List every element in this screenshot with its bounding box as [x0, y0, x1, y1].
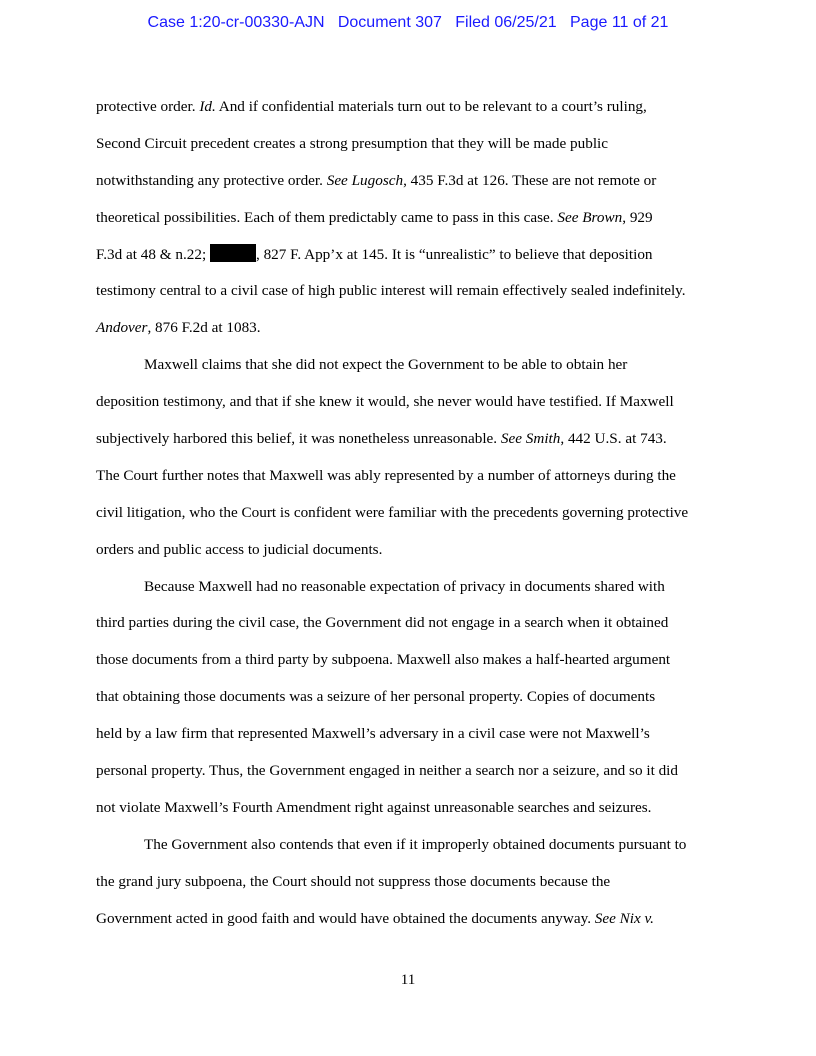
text-run: Maxwell claims that she did not expect the Government to be able to obtain her — [144, 356, 628, 374]
text-line — [96, 458, 720, 495]
text-run: held by a law firm that represented Maxwell’s adversary in a civil case were not Maxwell’s — [96, 725, 650, 743]
text-run: , 876 F.2d at 1083. — [147, 319, 261, 337]
text-line — [96, 605, 720, 642]
text-run: The Court further notes that Maxwell was ably represented by a number of attorneys during the — [96, 466, 676, 484]
text-run: The Government also contends that even if it improperly obtained documents pursuant to — [144, 835, 687, 853]
text-run: protective order. — [96, 98, 200, 115]
text-run: not violate Maxwell’s Fourth Amendment right against unreasonable searches and seizures. — [96, 798, 652, 816]
citation-italic: Andover — [96, 319, 148, 337]
text-run: personal property. Thus, the Government engaged in neither a search nor a seizure, and so it did — [96, 762, 678, 780]
text-run: , 435 F.3d at 126. These are not remote or — [403, 171, 657, 189]
text-run: And if confidential materials turn out to be relevant to a court’s ruling, — [215, 98, 647, 115]
case-number: Case 1:20-cr-00330-AJN — [147, 14, 325, 31]
text-line — [96, 347, 720, 384]
text-run: that obtaining those documents was a seizure of her personal property. Copies of documents — [96, 688, 656, 706]
opinion-body — [96, 89, 720, 937]
text-line — [96, 163, 720, 200]
citation-italic: See Lugosch — [326, 171, 404, 189]
text-line — [96, 827, 720, 864]
text-run: orders and public access to judicial documents. — [96, 540, 383, 558]
citation-italic: Id. — [199, 98, 216, 115]
text-line — [96, 200, 720, 237]
text-line — [96, 864, 720, 901]
text-line — [96, 716, 720, 753]
text-run: Government acted in good faith and would have obtained the documents anyway. — [96, 909, 595, 927]
text-line — [96, 495, 720, 532]
text-line — [96, 237, 720, 274]
case-header — [0, 14, 816, 32]
text-run: the grand jury subpoena, the Court should not suppress those documents because the — [96, 872, 611, 890]
page-indicator: Page 11 of 21 — [570, 14, 669, 31]
text-line — [96, 310, 720, 347]
text-line — [96, 89, 720, 126]
text-line — [96, 273, 720, 310]
text-line — [96, 421, 720, 458]
text-run: subjectively harbored this belief, it was nonetheless unreasonable. — [96, 430, 501, 448]
text-line — [96, 642, 720, 679]
page-number: 11 — [400, 971, 416, 988]
text-run: civil litigation, who the Court is confident were familiar with the precedents governing protective — [96, 503, 689, 521]
text-run: Because Maxwell had no reasonable expectation of privacy in documents shared with — [144, 577, 665, 595]
citation-italic: See Nix v. — [594, 909, 654, 927]
text-line — [96, 384, 720, 421]
text-run: , 827 F. App’x at 145. It is “unrealistic” to believe that deposition — [255, 245, 653, 263]
text-run: Second Circuit precedent creates a strong presumption that they will be made public — [96, 134, 608, 152]
text-run: F.3d at 48 & n.22; — [96, 245, 210, 263]
redaction-box — [210, 244, 256, 262]
citation-italic: See Smith — [500, 430, 561, 448]
citation-italic: See Brown — [557, 208, 623, 226]
text-run: testimony central to a civil case of high public interest will remain effectively sealed indefinitely. — [96, 282, 686, 300]
text-line — [96, 790, 720, 827]
text-line — [96, 126, 720, 163]
text-run: deposition testimony, and that if she knew it would, she never would have testified. If Maxwell — [96, 393, 674, 411]
text-run: , 929 — [622, 208, 653, 226]
text-line — [96, 901, 720, 938]
text-run: , 442 U.S. at 743. — [560, 430, 667, 448]
text-line — [96, 569, 720, 606]
text-run: theoretical possibilities. Each of them predictably came to pass in this case. — [96, 208, 558, 226]
text-line — [96, 679, 720, 716]
text-run: notwithstanding any protective order. — [96, 171, 327, 189]
filed-date: Filed 06/25/21 — [455, 14, 557, 31]
text-run: third parties during the civil case, the Government did not engage in a search when it obtained — [96, 614, 669, 632]
text-line — [96, 753, 720, 790]
document-number: Document 307 — [337, 14, 442, 31]
text-run: those documents from a third party by subpoena. Maxwell also makes a half-hearted argument — [96, 651, 671, 669]
text-line — [96, 532, 720, 569]
